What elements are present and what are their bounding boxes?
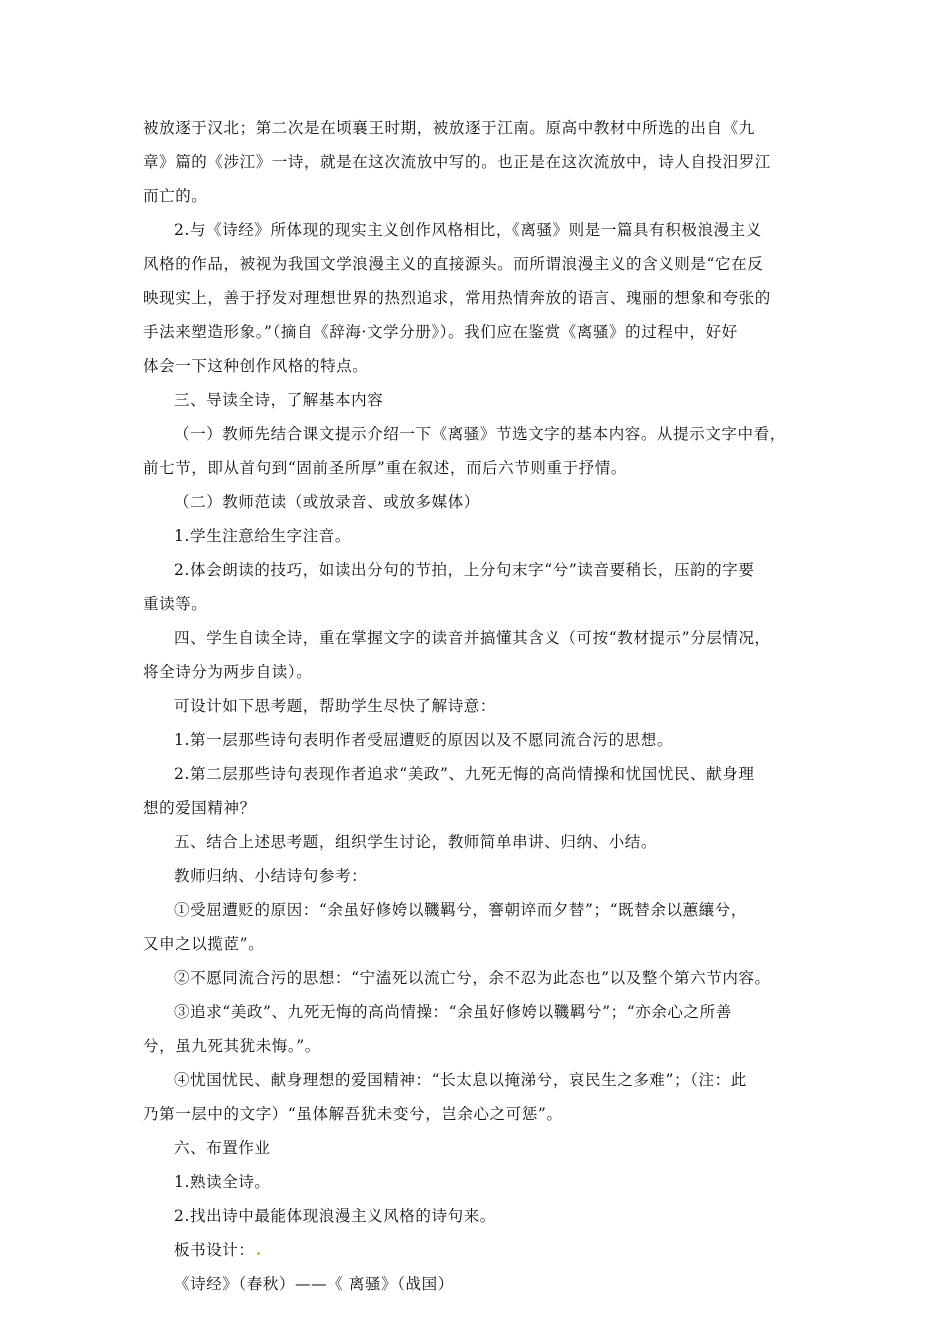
text-line-21: 想的爱国精神？ [143, 799, 256, 817]
text-line-8: 体会一下这种创作风格的特点。 [143, 357, 369, 375]
section-heading-3: 三、导读全诗，了解基本内容 [174, 391, 384, 409]
text-line-23: 教师归纳、小结诗句参考： [174, 867, 368, 885]
text-line-25: 又申之以揽茝”。 [143, 935, 265, 953]
text-line-20: 2.第二层那些诗句表现作者追求“美政”、九死无悔的高尚情操和忧国忧民、献身理 [174, 765, 755, 783]
text-line-1: 被放逐于汉北；第二次是在顷襄王时期，被放逐于江南。原高中教材中所选的出自《九 [143, 119, 755, 137]
text-line-35: 《诗经》（春秋）——《 离骚》（战国） [174, 1275, 454, 1293]
text-line-17: 将全诗分为两步自读）。 [143, 663, 313, 681]
section-heading-4: 四、学生自读全诗，重在掌握文字的读音并搞懂其含义（可按“教材提示”分层情况， [174, 629, 771, 647]
text-line-34: 板书设计： [143, 1233, 803, 1267]
text-line-14: 2.体会朗读的技巧，如读出分句的节拍，上分句末字“兮”读音要稍长，压韵的字要 [174, 561, 755, 579]
text-line-30: 乃第一层中的文字）“虽体解吾犹未变兮，岂余心之可惩”。 [143, 1105, 563, 1123]
marker-dot [257, 1252, 260, 1255]
text-line-2: 章》篇的《涉江》一诗，就是在这次流放中写的。也正是在这次流放中，诗人自投汨罗江 [143, 153, 771, 171]
text-line-7: 手法来塑造形象。”（摘自《辞海·文学分册》）。我们应在鉴赏《离骚》的过程中，好好 [143, 323, 738, 341]
text-line-13: 1.学生注意给生字注音。 [174, 527, 351, 545]
text-line-6: 映现实上，善于抒发对理想世界的热烈追求，常用热情奔放的语言、瑰丽的想象和夸张的 [143, 289, 771, 307]
text-line-26: ②不愿同流合污的思想：“宁溘死以流亡兮，余不忍为此态也”以及整个第六节内容。 [174, 969, 771, 987]
text-line-27: ③追求“美政”、九死无悔的高尚情操：“余虽好修姱以鞿羁兮”；“亦余心之所善 [174, 1003, 732, 1021]
text-line-11: 前七节，即从首句到“固前圣所厚”重在叙述，而后六节则重于抒情。 [143, 459, 627, 477]
text-line-28: 兮，虽九死其犹未悔。”。 [143, 1037, 321, 1055]
text-line-24: ①受屈遭贬的原因：“余虽好修姱以鞿羁兮，謇朝谇而夕替”；“既替余以蕙纕兮， [174, 901, 747, 919]
text-line-10: （一）教师先结合课文提示介绍一下《离骚》节选文字的基本内容。从提示文字中看， [174, 425, 786, 443]
text-line-33: 2.找出诗中最能体现浪漫主义风格的诗句来。 [174, 1207, 496, 1225]
text-line-29: ④忧国忧民、献身理想的爱国精神：“长太息以掩涕兮，哀民生之多难”；（注：此 [174, 1071, 747, 1089]
text-line-15: 重读等。 [143, 595, 208, 613]
document-body [143, 111, 803, 1301]
text-line-18: 可设计如下思考题，帮助学生尽快了解诗意： [174, 697, 497, 715]
section-heading-5: 五、结合上述思考题，组织学生讨论，教师简单串讲、归纳、小结。 [174, 833, 658, 851]
section-heading-6: 六、布置作业 [174, 1139, 271, 1157]
text-line-32: 1.熟读全诗。 [174, 1173, 271, 1191]
text-line-12: （二）教师范读（或放录音、或放多媒体） [174, 493, 480, 511]
text-line-5: 风格的作品，被视为我国文学浪漫主义的直接源头。而所谓浪漫主义的含义则是“它在反 [143, 255, 764, 273]
text-line-19: 1.第一层那些诗句表明作者受屈遭贬的原因以及不愿同流合污的思想。 [174, 731, 673, 749]
text-line-4: 2.与《诗经》所体现的现实主义创作风格相比，《离骚》则是一篇具有积极浪漫主义 [174, 221, 762, 239]
text-line-3: 而亡的。 [143, 187, 208, 205]
